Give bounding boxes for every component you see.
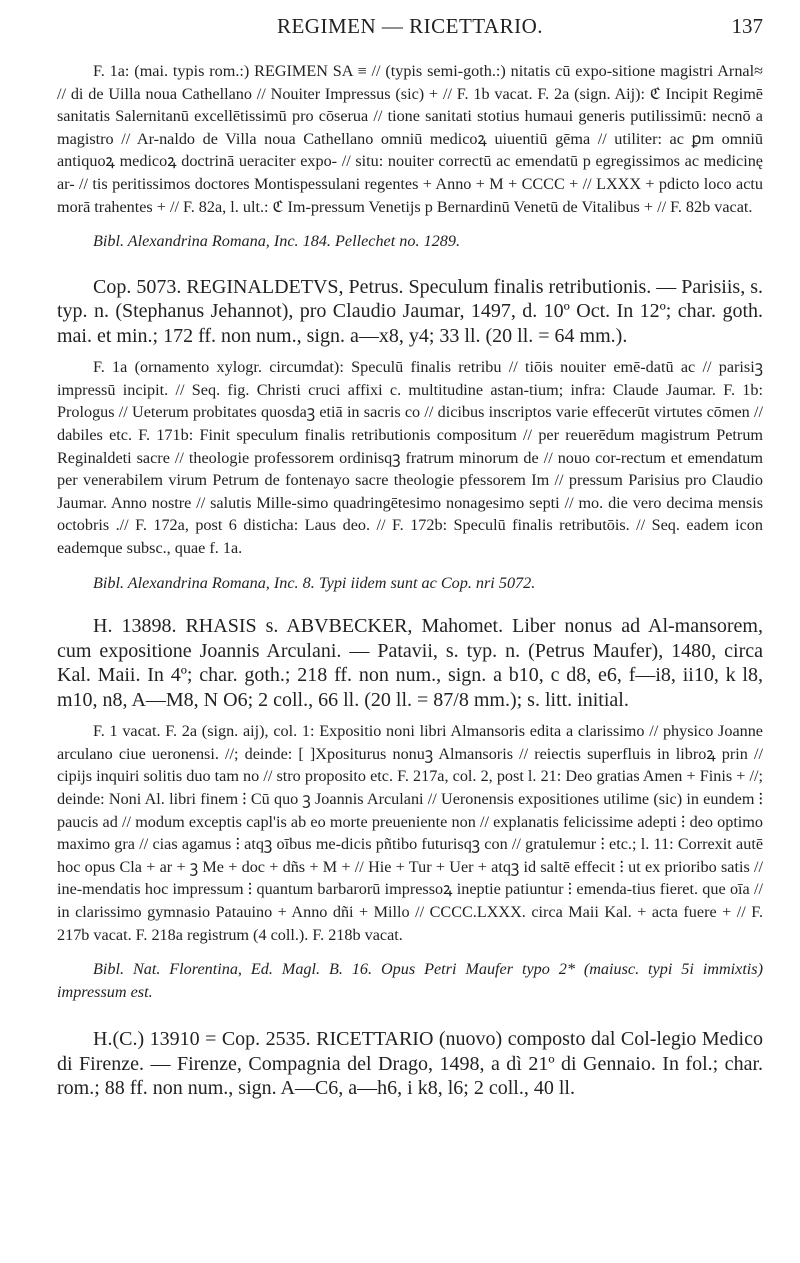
entry-regimen bbox=[57, 60, 763, 253]
entry-ricettario bbox=[57, 1027, 763, 1101]
entry-heading: Cop. 5073. REGINALDETVS, Petrus. Speculum finalis retributionis. — Parisiis, s. typ. n. (Stephanus Jehannot), pro Claudio Jaumar, 1497, d. 10º Oct. In 12º; char. goth. mai. et min.; 172 ff. non num., sign. a—x8, y4; 33 ll. (20 ll. = 64 mm.). bbox=[57, 275, 763, 347]
entry-description: F. 1a (ornamento xylogr. circumdat): Speculū finalis retribu // tiōis nouiter emē-datū ac // parisiꝫ impressū incipit. // Seq. fig. Christi cruci affixi c. multitudine astan-tium; infra: Claude Jaumar. F. 1b: Prologus // Ueterum probitates quosdaꝫ etiā in sacris co // dicibus inscriptos varie effecerūt virtutes cōmen // dabiles etc. F. 171b: Finit speculum finalis retributionis compositum // per reuerēdum magistrum Petrum Reginaldeti sacre // theologie professorem ordinisqꝫ fratrum minorum de // nouo cor-rectum et emendatum per venerabilem virum Petrum de fontenayo sacre theologie pfessorem Im // pressum Parisius pro Claudio Jaumar. Anno nostre // salutis Mille-simo quadringētesimo nonagesimo septi // mo. die vero decima mensis octobris .// F. 172a, post 6 disticha: Laus deo. // F. 172b: Speculū finalis retributōis. // Seq. eadem icon eademque subsc., quae f. 1a. bbox=[57, 358, 763, 557]
entry-heading: H.(C.) 13910 = Cop. 2535. RICETTARIO (nuovo) composto dal Col-legio Medico di Firenze. — Firenze, Compagnia del Drago, 1498, a dì 21º di Gennaio. In fol.; char. rom.; 88 ff. non num., sign. A—C6, a—h6, i k8, l6; 2 coll., 40 ll. bbox=[57, 1028, 763, 1100]
bibliographic-note: Bibl. Nat. Florentina, Ed. Magl. B. 16. Opus Petri Maufer typo 2* (maiusc. typi 5i immixtis) impressum est. bbox=[57, 960, 763, 1001]
running-head bbox=[57, 6, 763, 46]
entry-reginaldetus bbox=[57, 275, 763, 594]
entry-heading: H. 13898. RHASIS s. ABVBECKER, Mahomet. Liber nonus ad Al-mansorem, cum expositione Joannis Arculani. — Patavii, s. typ. n. (Petrus Maufer), 1480, circa Kal. Maii. In 4º; char. goth.; 218 ff. non num., sign. a b10, c d8, e6, f—i8, ii10, k l8, m10, n8, A—M8, N O6; 2 coll., 66 ll. (20 ll. = 87/8 mm.); s. litt. initial. bbox=[57, 615, 763, 711]
bibliographic-note: Bibl. Alexandrina Romana, Inc. 8. Typi iidem sunt ac Cop. nri 5072. bbox=[93, 573, 536, 592]
page-number: 137 bbox=[731, 14, 763, 38]
entry-rhasis bbox=[57, 614, 763, 1003]
bibliographic-note: Bibl. Alexandrina Romana, Inc. 184. Pellechet no. 1289. bbox=[93, 232, 460, 251]
entry-description: F. 1 vacat. F. 2a (sign. aij), col. 1: Expositio noni libri Almansoris edita a clarissimo // physico Joanne arculano ciue ueronensi. //; deinde: [ ]Xpositurus nonuꝫ Almansoris // reiectis superfluis in libroꝝ prin // cipijs inquiri solitis duo tam no // stro proposito etc. F. 217a, col. 2, post l. 21: Deo gratias Amen + Finis + //; deinde: Noni Al. libri finem ⁝ Cū quo ꝫ Joannis Arculani // Ueronensis expositiones utilime (sic) in eundem ⁝ paucis ad // modum exceptis capl'is ab eo morte preueniente non // explanatis felicissime adepti ⁝ deo optimo maximo gra // cias agamus ⁝ atqꝫ oībus me-dicis pñtibo futurisqꝫ con // gratulemur ⁝ etc.; l. 11: Correxit autē hoc opus Cla + ar + ꝫ Me + doc + dñs + M + // Hie + Tur + Uer + atqꝫ id saltē effecit ⁝ ut ex prioribo satis // ine-mendatis hoc impressum ⁝ quantum barbarorū impressoꝝ ineptie patiuntur ⁝ emenda-tius fieret. que oīa // in clarissimo gymnasio Patauino + Anno dñi + Millo // CCCC.LXXX. circa Maii Kal. + acta fuere + // F. 217b vacat. F. 218a registrum (4 coll.). F. 218b vacat. bbox=[57, 722, 763, 944]
entry-description: F. 1a: (mai. typis rom.:) REGIMEN SA ≡ // (typis semi-goth.:) nitatis cū expo-sitione magistri Arnal≈ // di de Uilla noua Cathellano // Nouiter Impressus (sic) + // F. 1b vacat. F. 2a (sign. Aij): ℭ Incipit Regimē sanitatis Salernitanū excellētissimū pro cōserua // tione sanitati stotius humaui generis putilissimū: necnō a magistro // Ar-naldo de Villa noua Cathellano omniū medicoꝝ uiuentiū gēma // utiliter: ac ꝑm omniū antiquoꝝ medicoꝝ doctrinā ueraciter expo- // situ: nouiter correctū ac emendatū p egregissimos ac medicinę ar- // tis peritissimos doctores Montispessulani regentes + Anno + M + CCCC + // LXXX + pdicto loco actu morā trahentes + // F. 82a, l. ult.: ℭ Im-pressum Venetijs p Bernardinū Venetū de Vitalibus + // F. 82b vacat. bbox=[57, 62, 763, 216]
running-title: REGIMEN — RICETTARIO. bbox=[276, 14, 544, 38]
catalogue-page bbox=[57, 6, 763, 1109]
